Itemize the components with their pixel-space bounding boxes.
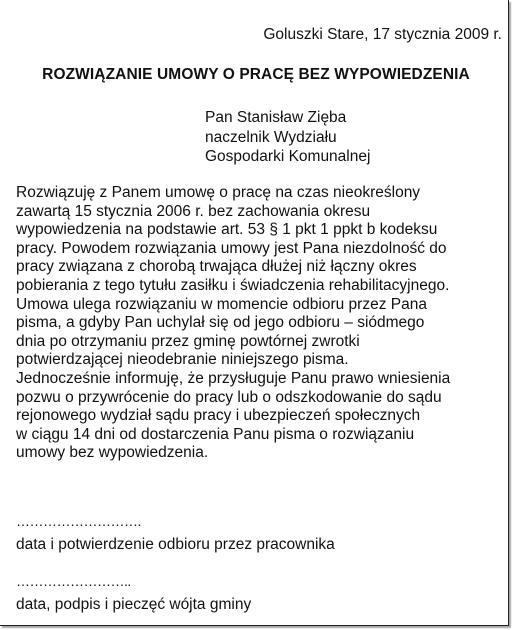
addressee-line: naczelnik Wydziału (205, 128, 337, 146)
body-line: dnia po otrzymaniu przez gminę powtórnej zwrotki (16, 332, 360, 350)
mayor-signature-dots: …………………….. (16, 573, 131, 589)
body-line: w ciągu 14 dni od dostarczenia Panu pisma o rozwiązaniu (16, 425, 415, 443)
employee-signature-dots: ………………………. (16, 513, 141, 529)
addressee-line: Gospodarki Komunalnej (205, 148, 371, 165)
body-line: Jednocześnie informuję, że przysługuje Panu prawo wniesienia (16, 369, 451, 387)
body-line: zawartą 15 stycznia 2006 r. bez zachowania okresu (16, 202, 371, 220)
body-line: potwierdzającej nieodebranie niniejszego pisma. (16, 351, 349, 369)
letter-body (16, 184, 510, 463)
addressee-block (205, 108, 370, 167)
mayor-signature-label: data, podpis i pieczęć wójta gminy (16, 596, 252, 613)
body-line: pozwu o przywrócenie do pracy lub o odszkodowanie do sądu (16, 388, 442, 406)
body-line: umowy bez wypowiedzenia. (16, 444, 209, 462)
body-line: wypowiedzenia na podstawie art. 53 § 1 pkt 1 ppkt b kodeksu (16, 221, 438, 239)
body-line: pracy. Powodem rozwiązania umowy jest Pana niezdolność do (16, 239, 447, 257)
place-and-date: Goluszki Stare, 17 stycznia 2009 r. (263, 26, 502, 43)
body-line: pisma, a gdyby Pan uchylał się od jego odbioru – siódmego (16, 314, 425, 332)
body-line: pracy związana z chorobą trwająca dłużej niż łączny okres (16, 258, 417, 276)
body-line: pobierania z tego tytułu zasiłku i świadczenia rehabilitacyjnego. (16, 276, 450, 294)
document-title: ROZWIĄZANIE UMOWY O PRACĘ BEZ WYPOWIEDZENIA (42, 66, 470, 83)
body-line: rejonowego wydział sądu pracy i ubezpieczeń społecznych (16, 407, 421, 425)
addressee-line: Pan Stanisław Zięba (205, 109, 347, 126)
body-line: Rozwiązuję z Panem umowę o pracę na czas nieokreślony (16, 184, 421, 201)
employee-signature-label: data i potwierdzenie odbioru przez pracownika (16, 536, 335, 553)
body-line: Umowa ulega rozwiązaniu w momencie odbioru przez Pana (16, 295, 427, 313)
